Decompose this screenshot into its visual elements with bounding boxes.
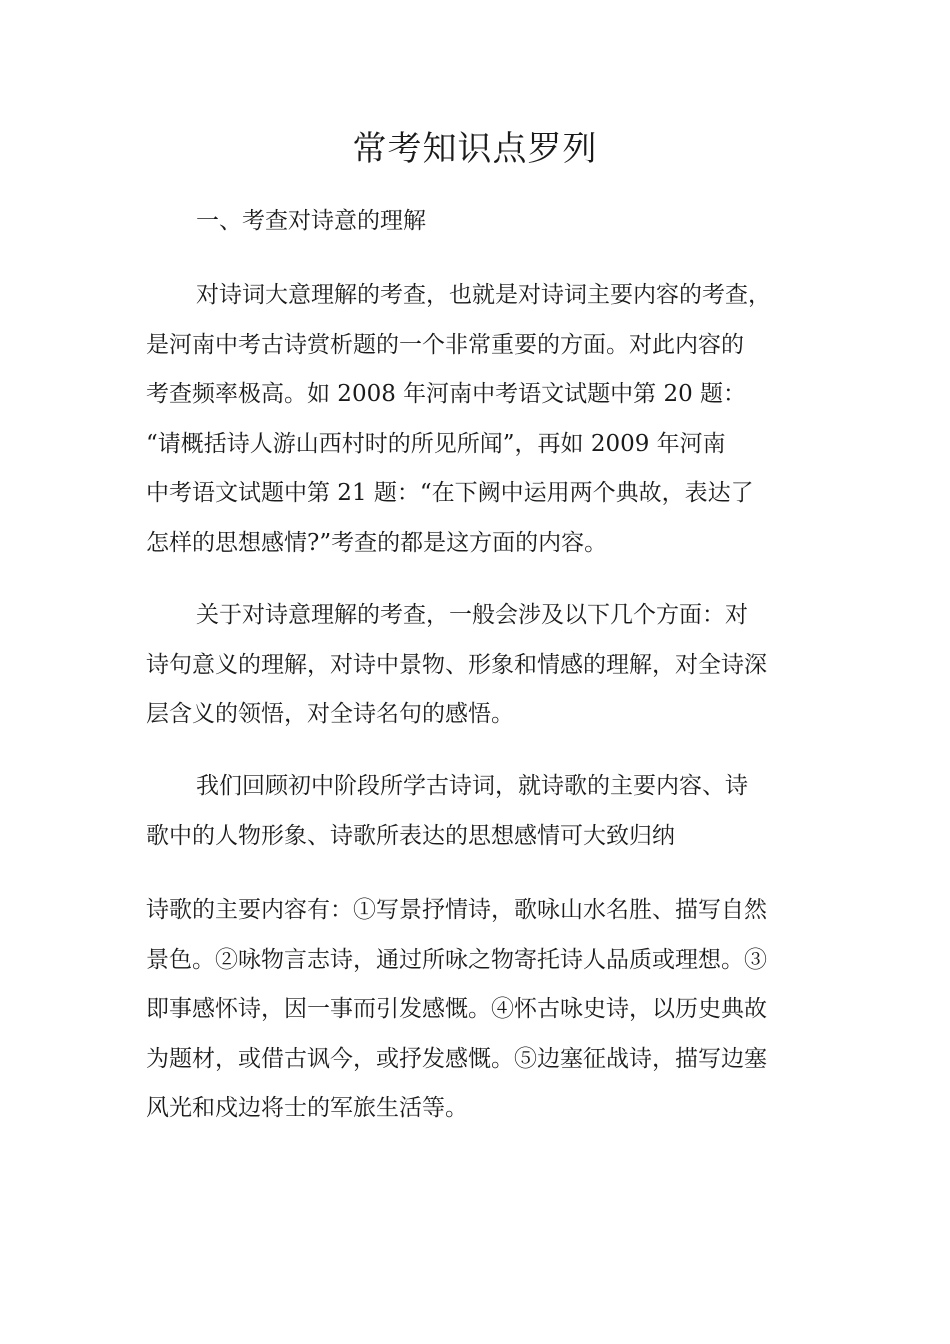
paragraph-line: 考查频率极高。如 2008 年河南中考语文试题中第 20 题： xyxy=(146,381,747,407)
paragraph-line: 中考语文试题中第 21 题：“在下阙中运用两个典故，表达了 xyxy=(146,480,754,506)
paragraph-3 xyxy=(146,762,748,861)
paragraph-line: 对诗词大意理解的考查，也就是对诗词主要内容的考查， xyxy=(196,282,771,308)
paragraph-line: “请概括诗人游山西村时的所见所闻”，再如 2009 年河南 xyxy=(146,430,726,457)
section-heading: 一、考查对诗意的理解 xyxy=(196,208,426,234)
paragraph-line: 我们回顾初中阶段所学古诗词，就诗歌的主要内容、诗 xyxy=(196,773,748,799)
paragraph-line: 歌中的人物形象、诗歌所表达的思想感情可大致归纳 xyxy=(146,822,675,849)
paragraph-line: 风光和戍边将士的军旅生活等。 xyxy=(146,1095,468,1121)
paragraph-line: 层含义的领悟，对全诗名句的感悟。 xyxy=(146,701,514,727)
paragraph-line: 景色。②咏物言志诗，通过所咏之物寄托诗人品质或理想。③ xyxy=(146,946,767,973)
paragraph-1 xyxy=(146,271,771,568)
paragraph-line: 即事感怀诗，因一事而引发感慨。④怀古咏史诗，以历史典故 xyxy=(146,996,767,1022)
page-title: 常考知识点罗列 xyxy=(352,129,598,169)
paragraph-line: 诗句意义的理解，对诗中景物、形象和情感的理解，对全诗深 xyxy=(146,651,767,678)
paragraph-2 xyxy=(146,591,767,740)
paragraph-line: 怎样的思想感情?”考查的都是这方面的内容。 xyxy=(146,529,608,556)
paragraph-line: 为题材，或借古讽今，或抒发感慨。⑤边塞征战诗，描写边塞 xyxy=(146,1045,767,1072)
paragraph-line: 关于对诗意理解的考查，一般会涉及以下几个方面：对 xyxy=(196,602,748,628)
paragraph-line: 诗歌的主要内容有：①写景抒情诗，歌咏山水名胜、描写自然 xyxy=(146,897,767,923)
paragraph-line: 是河南中考古诗赏析题的一个非常重要的方面。对此内容的 xyxy=(146,331,744,358)
paragraph-4 xyxy=(146,886,767,1134)
